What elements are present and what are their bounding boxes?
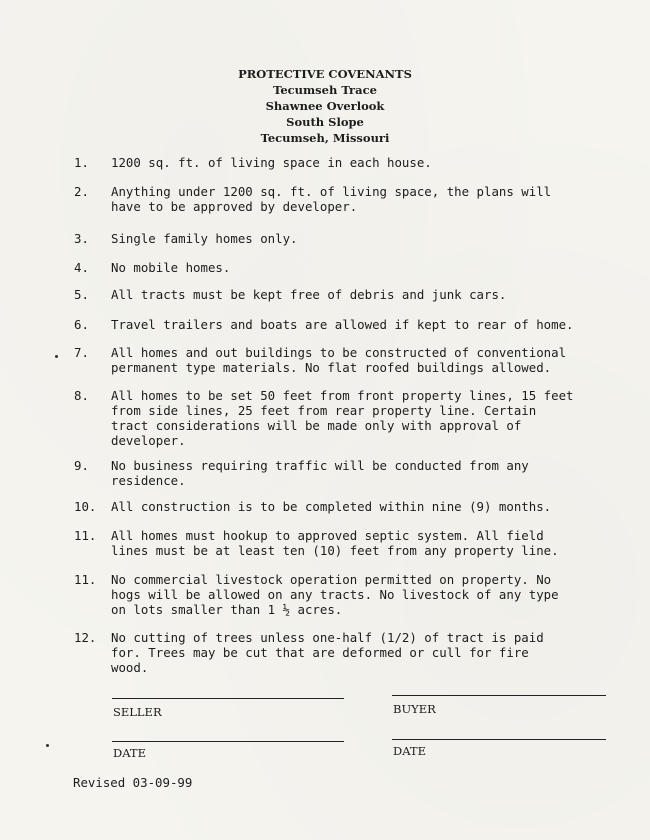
item-number: 1. <box>74 155 89 170</box>
buyer-label: BUYER <box>393 702 436 716</box>
item-text <box>111 317 611 332</box>
item-number: 10. <box>74 499 97 514</box>
item-line: All construction is to be completed within nine (9) months. <box>111 499 552 514</box>
item-line: for. Trees may be cut that are deformed or cull for fire <box>111 645 529 660</box>
item-line: No mobile homes. <box>111 260 231 275</box>
item-line: lines must be at least ten (10) feet from any property line. <box>111 543 559 558</box>
section-name: Shawnee Overlook <box>265 99 385 113</box>
item-line: No commercial livestock operation permitted on property. No <box>111 572 552 587</box>
item-line: tract considerations will be made only with approval of <box>111 418 522 433</box>
subdivision-name: Tecumseh Trace <box>273 83 377 97</box>
item-text <box>111 388 611 448</box>
item-line: All homes to be set 50 feet from front property lines, 15 feet <box>111 388 574 403</box>
item-number: 11. <box>74 572 97 587</box>
item-number: 6. <box>74 317 89 332</box>
item-number: 4. <box>74 260 89 275</box>
location: Tecumseh, Missouri <box>260 131 390 145</box>
buyer-date-line[interactable] <box>392 739 606 740</box>
item-line: residence. <box>111 473 186 488</box>
item-text <box>111 184 611 214</box>
buyer-signature-line[interactable] <box>392 695 606 696</box>
scan-speck <box>46 744 49 747</box>
item-text <box>111 528 611 558</box>
buyer-date-label: DATE <box>393 744 426 758</box>
item-text <box>111 231 611 246</box>
item-line: 1200 sq. ft. of living space in each house. <box>111 155 432 170</box>
item-text <box>111 499 611 514</box>
item-line: All tracts must be kept free of debris and junk cars. <box>111 287 507 302</box>
item-line: No business requiring traffic will be conducted from any <box>111 458 529 473</box>
item-number: 8. <box>74 388 89 403</box>
item-text <box>111 458 611 488</box>
item-line: All homes and out buildings to be constructed of conventional <box>111 345 567 360</box>
item-number: 3. <box>74 231 89 246</box>
item-text <box>111 345 611 375</box>
item-line: hogs will be allowed on any tracts. No livestock of any type <box>111 587 559 602</box>
item-line: Anything under 1200 sq. ft. of living space, the plans will <box>111 184 552 199</box>
item-line: on lots smaller than 1 ½ acres. <box>111 602 343 617</box>
item-text <box>111 630 611 675</box>
item-number: 5. <box>74 287 89 302</box>
scan-speck <box>55 355 58 358</box>
seller-signature-line[interactable] <box>112 698 344 699</box>
item-line: Travel trailers and boats are allowed if kept to rear of home. <box>111 317 574 332</box>
item-line: All homes must hookup to approved septic system. All field <box>111 528 544 543</box>
item-text <box>111 260 611 275</box>
item-line: from side lines, 25 feet from rear property line. Certain <box>111 403 537 418</box>
item-text <box>111 287 611 302</box>
seller-label: SELLER <box>113 705 162 719</box>
seller-date-label: DATE <box>113 746 146 760</box>
document-title: PROTECTIVE COVENANTS <box>238 67 412 81</box>
item-line: developer. <box>111 433 186 448</box>
item-number: 7. <box>74 345 89 360</box>
revision-date: Revised 03-09-99 <box>73 775 193 790</box>
item-number: 9. <box>74 458 89 473</box>
item-number: 12. <box>74 630 97 645</box>
item-text <box>111 572 611 617</box>
document-header <box>0 66 650 146</box>
item-line: No cutting of trees unless one-half (1/2) of tract is paid <box>111 630 544 645</box>
item-number: 2. <box>74 184 89 199</box>
item-text <box>111 155 611 170</box>
item-line: wood. <box>111 660 149 675</box>
item-line: Single family homes only. <box>111 231 298 246</box>
item-line: permanent type materials. No flat roofed buildings allowed. <box>111 360 552 375</box>
item-line: have to be approved by developer. <box>111 199 358 214</box>
seller-date-line[interactable] <box>112 741 344 742</box>
item-number: 11. <box>74 528 97 543</box>
section-subname: South Slope <box>286 115 364 129</box>
